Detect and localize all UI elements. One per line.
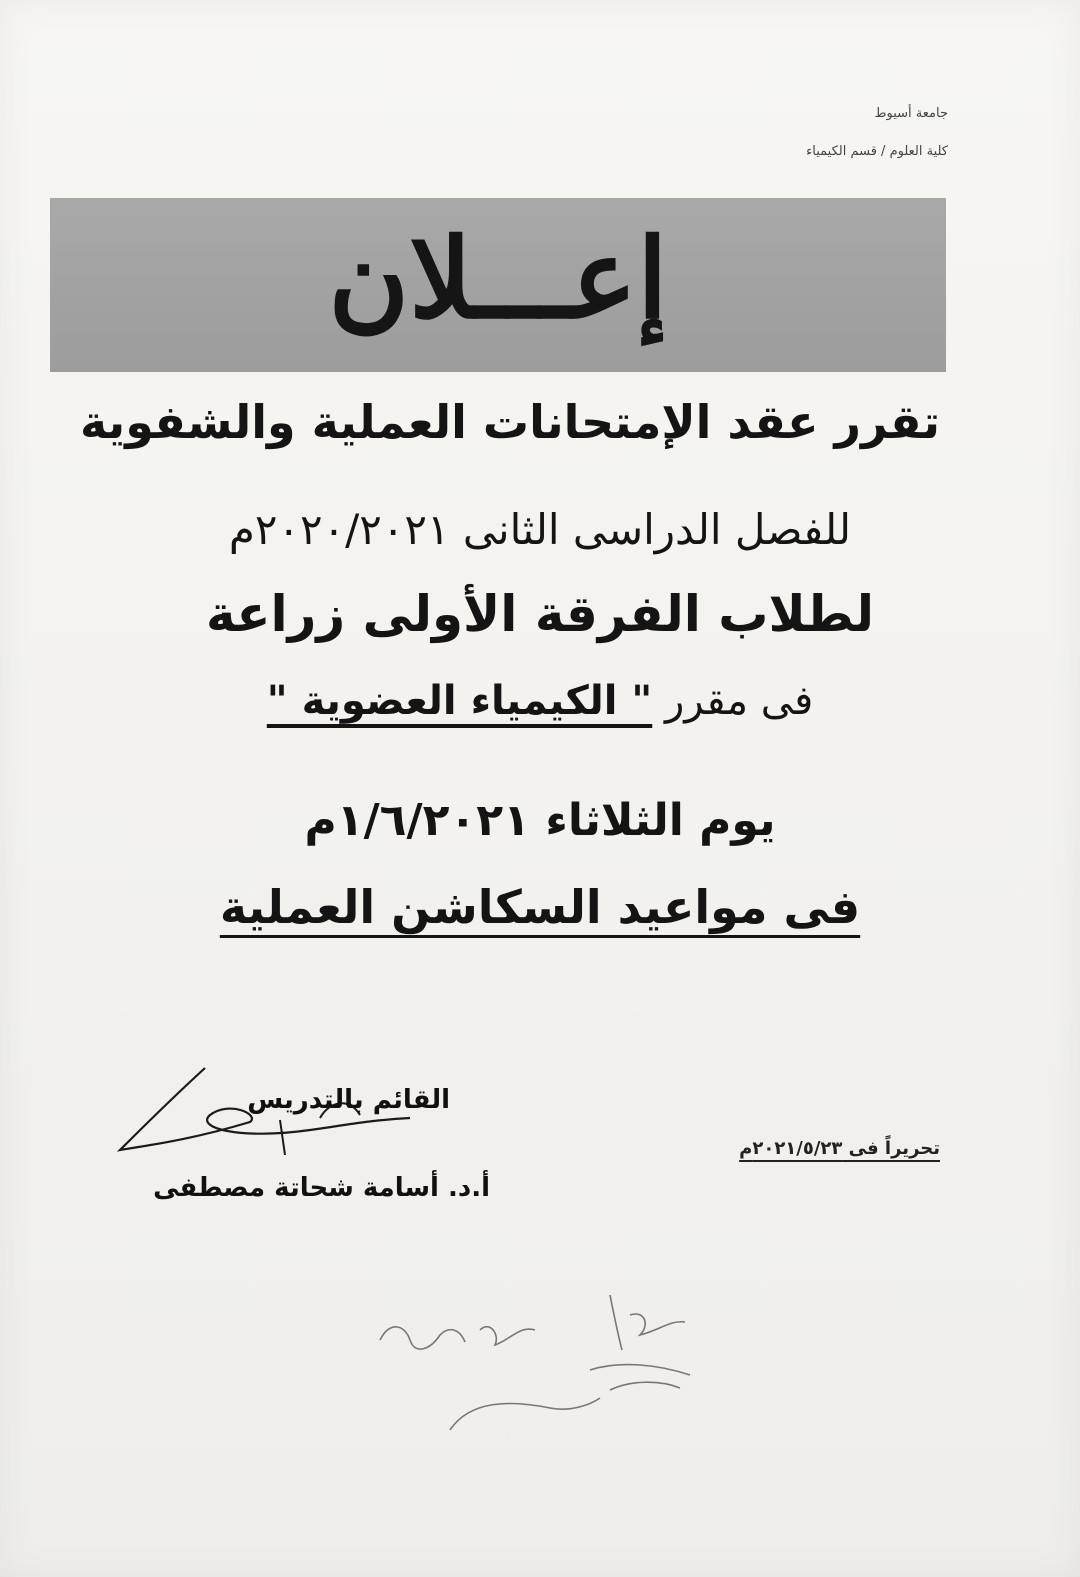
signature-block xyxy=(110,1085,490,1203)
faculty-department: كلية العلوم / قسم الكيمياء xyxy=(806,144,948,159)
letterhead xyxy=(806,95,948,171)
university-name: جامعة أسيوط xyxy=(874,106,948,121)
announcement-line-3: لطلاب الفرقة الأولى زراعة xyxy=(206,585,874,643)
signature-title: القائم بالتدريس xyxy=(247,1085,450,1115)
announcement-line-6 xyxy=(100,880,980,934)
course-prefix: فى مقرر xyxy=(652,678,814,724)
section-times: فى مواعيد السكاشن العملية xyxy=(219,880,861,934)
course-name: " الكيمياء العضوية " xyxy=(266,678,653,724)
issue-date: تحريراً فى ٢٠٢١/٥/٢٣م xyxy=(739,1138,940,1159)
announcement-line-5: يوم الثلاثاء ١/٦/٢٠٢١م xyxy=(304,795,776,846)
announcement-banner xyxy=(50,198,946,372)
banner-title: إعـــلان xyxy=(328,214,668,343)
handwritten-note xyxy=(360,1280,720,1450)
announcement-line-4 xyxy=(100,678,980,724)
announcement-line-1: تقرر عقد الإمتحانات العملية والشفوية xyxy=(80,395,940,449)
announcement-line-2: للفصل الدراسى الثانى ٢٠٢٠/٢٠٢١م xyxy=(228,505,852,554)
signature-name: أ.د. أسامة شحاتة مصطفى xyxy=(153,1173,490,1203)
